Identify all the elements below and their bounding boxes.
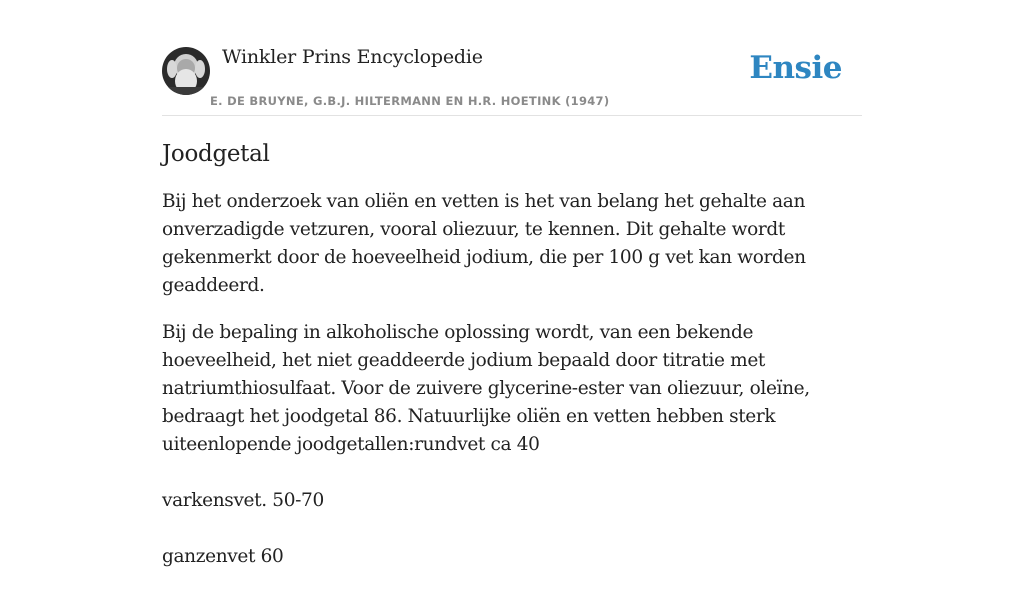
source-authors: E. DE BRUYNE, G.B.J. HILTERMANN EN H.R. HOETINK (1947) <box>210 94 610 108</box>
article-title: Joodgetal <box>162 141 270 167</box>
portrait-icon <box>162 47 210 95</box>
source-title[interactable]: Winkler Prins Encyclopedie <box>222 46 483 68</box>
article <box>162 138 862 590</box>
brand-logo[interactable]: Ensie <box>749 50 842 86</box>
article-paragraph: Bij het onderzoek van oliën en vetten is het van belang het gehalte aan onverzadigde vetzuren, vooral oliezuur, te kennen. Dit gehalte wordt gekenmerkt door de hoeveelheid jodium, die per 100 g vet kan worden geaddeerd. <box>162 191 806 296</box>
article-paragraph: Bij de bepaling in alkoholische oplossing wordt, van een bekende hoeveelheid, het niet geaddeerde jodium bepaald door titratie met natriumthiosulfaat. Voor de zuivere glycerine-ester van oliezuur, oleïne, bedraagt het joodgetal 86. Natuurlijke oliën en vetten hebben sterk uiteenlopende joodgetallen:rundvet ca 40 <box>162 322 810 455</box>
source-header <box>162 46 862 116</box>
article-paragraph: ganzenvet 60 <box>162 546 284 567</box>
author-avatar[interactable] <box>162 47 210 95</box>
article-paragraph: varkensvet. 50-70 <box>162 490 324 511</box>
